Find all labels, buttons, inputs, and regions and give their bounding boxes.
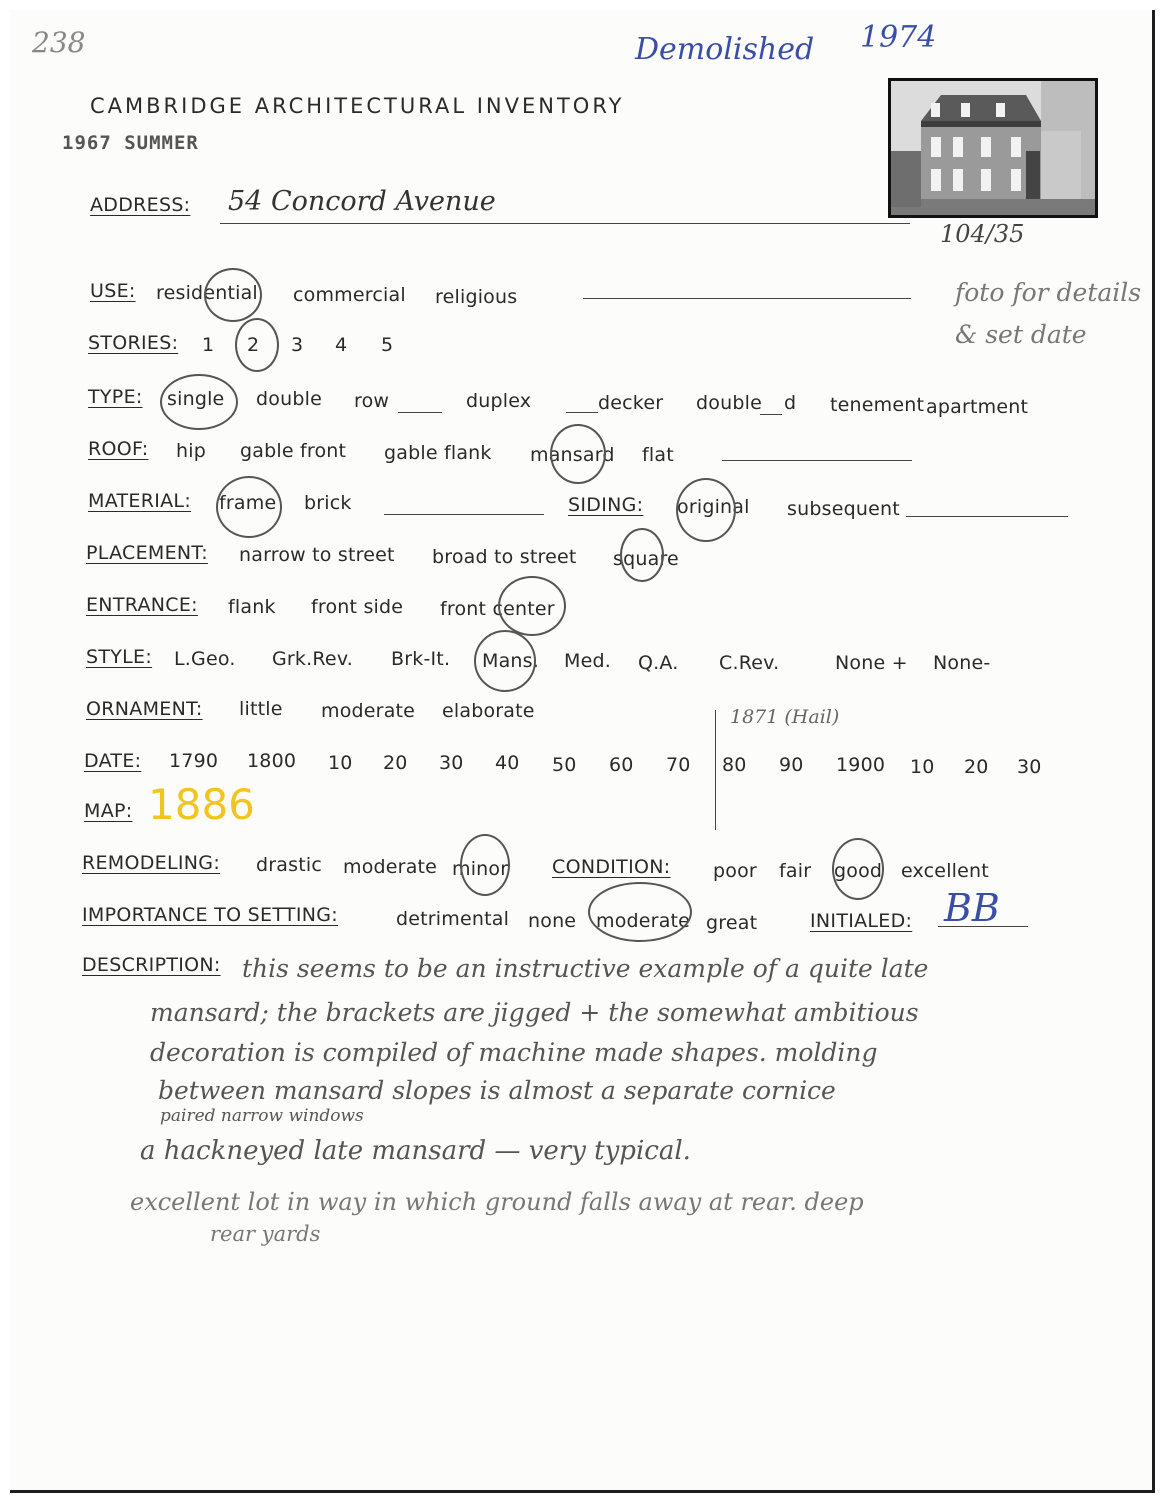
description-line-1: this seems to be an instructive example of a quite late	[242, 954, 929, 983]
condition-fair[interactable]: fair	[779, 860, 812, 882]
roof-flat[interactable]: flat	[642, 444, 674, 466]
type-decker[interactable]: decker	[598, 392, 664, 414]
placement-label: PLACEMENT:	[86, 542, 208, 564]
siding-original[interactable]: original	[677, 496, 750, 518]
type-row[interactable]: row	[354, 390, 390, 412]
importance-detrimental[interactable]: detrimental	[396, 908, 510, 930]
date-1800[interactable]: 1800	[247, 750, 297, 772]
description-line-7: excellent lot in way in which ground falls away at rear. deep	[130, 1188, 864, 1216]
siding-subsequent[interactable]: subsequent	[787, 498, 900, 520]
date-80[interactable]: 80	[722, 754, 747, 776]
importance-label: IMPORTANCE TO SETTING:	[82, 904, 338, 926]
roof-gable-front[interactable]: gable front	[240, 440, 347, 462]
photo-ref: 104/35	[940, 220, 1025, 248]
style-lgeo[interactable]: L.Geo.	[174, 648, 236, 670]
placement-square[interactable]: square	[613, 548, 679, 570]
description-label: DESCRIPTION:	[82, 954, 221, 976]
date-divider	[715, 710, 716, 830]
date-label: DATE:	[84, 750, 142, 772]
form-title: CAMBRIDGE ARCHITECTURAL INVENTORY	[90, 94, 625, 118]
entrance-flank[interactable]: flank	[228, 596, 276, 618]
siding-label: SIDING:	[568, 494, 644, 516]
date-90[interactable]: 90	[779, 754, 804, 776]
style-none-plus[interactable]: None +	[835, 652, 908, 674]
type-d[interactable]: d	[784, 392, 797, 414]
description-line-3: decoration is compiled of machine made shapes. molding	[150, 1038, 878, 1067]
corner-number: 238	[32, 26, 86, 59]
address-value[interactable]: 54 Concord Avenue	[228, 186, 496, 217]
use-commercial[interactable]: commercial	[293, 284, 406, 306]
entrance-front-center[interactable]: front center	[440, 598, 555, 620]
remodeling-moderate[interactable]: moderate	[343, 856, 438, 878]
condition-poor[interactable]: poor	[713, 860, 757, 882]
address-label: ADDRESS:	[90, 194, 191, 216]
roof-mansard[interactable]: mansard	[530, 444, 615, 466]
material-frame[interactable]: frame	[219, 492, 277, 514]
type-double-d[interactable]: double	[696, 392, 762, 414]
initialed-label: INITIALED:	[810, 910, 913, 932]
stories-label: STORIES:	[88, 332, 179, 354]
style-mans[interactable]: Mans.	[482, 650, 540, 672]
date-20[interactable]: 20	[383, 752, 408, 774]
condition-label: CONDITION:	[552, 856, 671, 878]
date-1790[interactable]: 1790	[169, 750, 219, 772]
demolished-year: 1974	[860, 20, 937, 55]
stories-1[interactable]: 1	[202, 334, 215, 356]
siding-blank	[906, 516, 1068, 517]
style-brkit[interactable]: Brk-It.	[391, 648, 451, 670]
condition-excellent[interactable]: excellent	[901, 860, 989, 882]
date-1900[interactable]: 1900	[836, 754, 886, 776]
material-blank	[384, 514, 544, 515]
style-none-minus[interactable]: None-	[933, 652, 991, 674]
inventory-form	[10, 10, 1155, 1493]
date-40[interactable]: 40	[495, 752, 520, 774]
ornament-moderate[interactable]: moderate	[321, 700, 416, 722]
importance-great[interactable]: great	[706, 912, 758, 934]
use-religious[interactable]: religious	[435, 286, 518, 308]
style-crev[interactable]: C.Rev.	[719, 652, 780, 674]
use-label: USE:	[90, 280, 136, 302]
date-50[interactable]: 50	[552, 754, 577, 776]
condition-good[interactable]: good	[834, 860, 883, 882]
ornament-label: ORNAMENT:	[86, 698, 203, 720]
date-1910[interactable]: 10	[910, 756, 935, 778]
stories-5[interactable]: 5	[381, 334, 394, 356]
description-line-4: between mansard slopes is almost a separate cornice	[158, 1076, 836, 1105]
roof-hip[interactable]: hip	[176, 440, 206, 462]
roof-label: ROOF:	[88, 438, 149, 460]
description-line-2: mansard; the brackets are jigged + the somewhat ambitious	[150, 998, 919, 1027]
date-70[interactable]: 70	[666, 754, 691, 776]
stories-3[interactable]: 3	[291, 334, 304, 356]
demolished-note: Demolished	[635, 32, 815, 67]
placement-narrow[interactable]: narrow to street	[239, 544, 395, 566]
type-tenement[interactable]: tenement	[830, 394, 925, 416]
importance-none[interactable]: none	[528, 910, 577, 932]
type-apartment[interactable]: apartment	[926, 396, 1029, 418]
material-brick[interactable]: brick	[304, 492, 352, 514]
date-10[interactable]: 10	[328, 752, 353, 774]
date-1930[interactable]: 30	[1017, 756, 1042, 778]
initialed-line	[938, 926, 1028, 927]
date-note: 1871 (Hail)	[730, 706, 840, 728]
roof-gable-flank[interactable]: gable flank	[384, 442, 492, 464]
map-value[interactable]: 1886	[148, 780, 255, 829]
stories-2[interactable]: 2	[247, 334, 260, 356]
stories-4[interactable]: 4	[335, 334, 348, 356]
material-label: MATERIAL:	[88, 490, 192, 512]
type-duplex[interactable]: duplex	[466, 390, 532, 412]
entrance-front-side[interactable]: front side	[311, 596, 404, 618]
use-residential[interactable]: residential	[156, 282, 258, 304]
importance-moderate[interactable]: moderate	[596, 910, 691, 932]
entrance-label: ENTRANCE:	[86, 594, 198, 616]
remodeling-minor[interactable]: minor	[452, 858, 509, 880]
address-line	[220, 223, 910, 224]
type-row-blank	[398, 412, 442, 413]
type-double[interactable]: double	[256, 388, 322, 410]
side-note-1: foto for details	[955, 278, 1142, 307]
remodeling-drastic[interactable]: drastic	[256, 854, 322, 876]
description-line-6: a hackneyed late mansard — very typical.	[140, 1136, 691, 1166]
date-30[interactable]: 30	[439, 752, 464, 774]
side-note-2: & set date	[955, 320, 1087, 349]
ornament-elaborate[interactable]: elaborate	[442, 700, 535, 722]
description-line-8: rear yards	[210, 1222, 321, 1246]
season-stamp: 1967 SUMMER	[62, 132, 199, 154]
style-grkrev[interactable]: Grk.Rev.	[272, 648, 354, 670]
type-double-d-blank	[760, 414, 782, 415]
remodeling-label: REMODELING:	[82, 852, 221, 874]
ornament-little[interactable]: little	[239, 698, 283, 720]
map-label: MAP:	[84, 800, 133, 822]
placement-broad[interactable]: broad to street	[432, 546, 577, 568]
description-line-5: paired narrow windows	[160, 1106, 364, 1126]
type-single[interactable]: single	[167, 388, 225, 410]
type-label: TYPE:	[88, 386, 143, 408]
house-photo-image	[891, 81, 1095, 215]
house-photo	[888, 78, 1098, 218]
style-med[interactable]: Med.	[564, 650, 611, 672]
roof-blank	[722, 460, 912, 461]
style-qa[interactable]: Q.A.	[638, 652, 679, 674]
style-label: STYLE:	[86, 646, 153, 668]
type-decker-blank	[566, 412, 598, 413]
use-blank	[583, 298, 911, 299]
initialed-value[interactable]: BB	[944, 886, 1000, 930]
date-1920[interactable]: 20	[964, 756, 989, 778]
date-60[interactable]: 60	[609, 754, 634, 776]
